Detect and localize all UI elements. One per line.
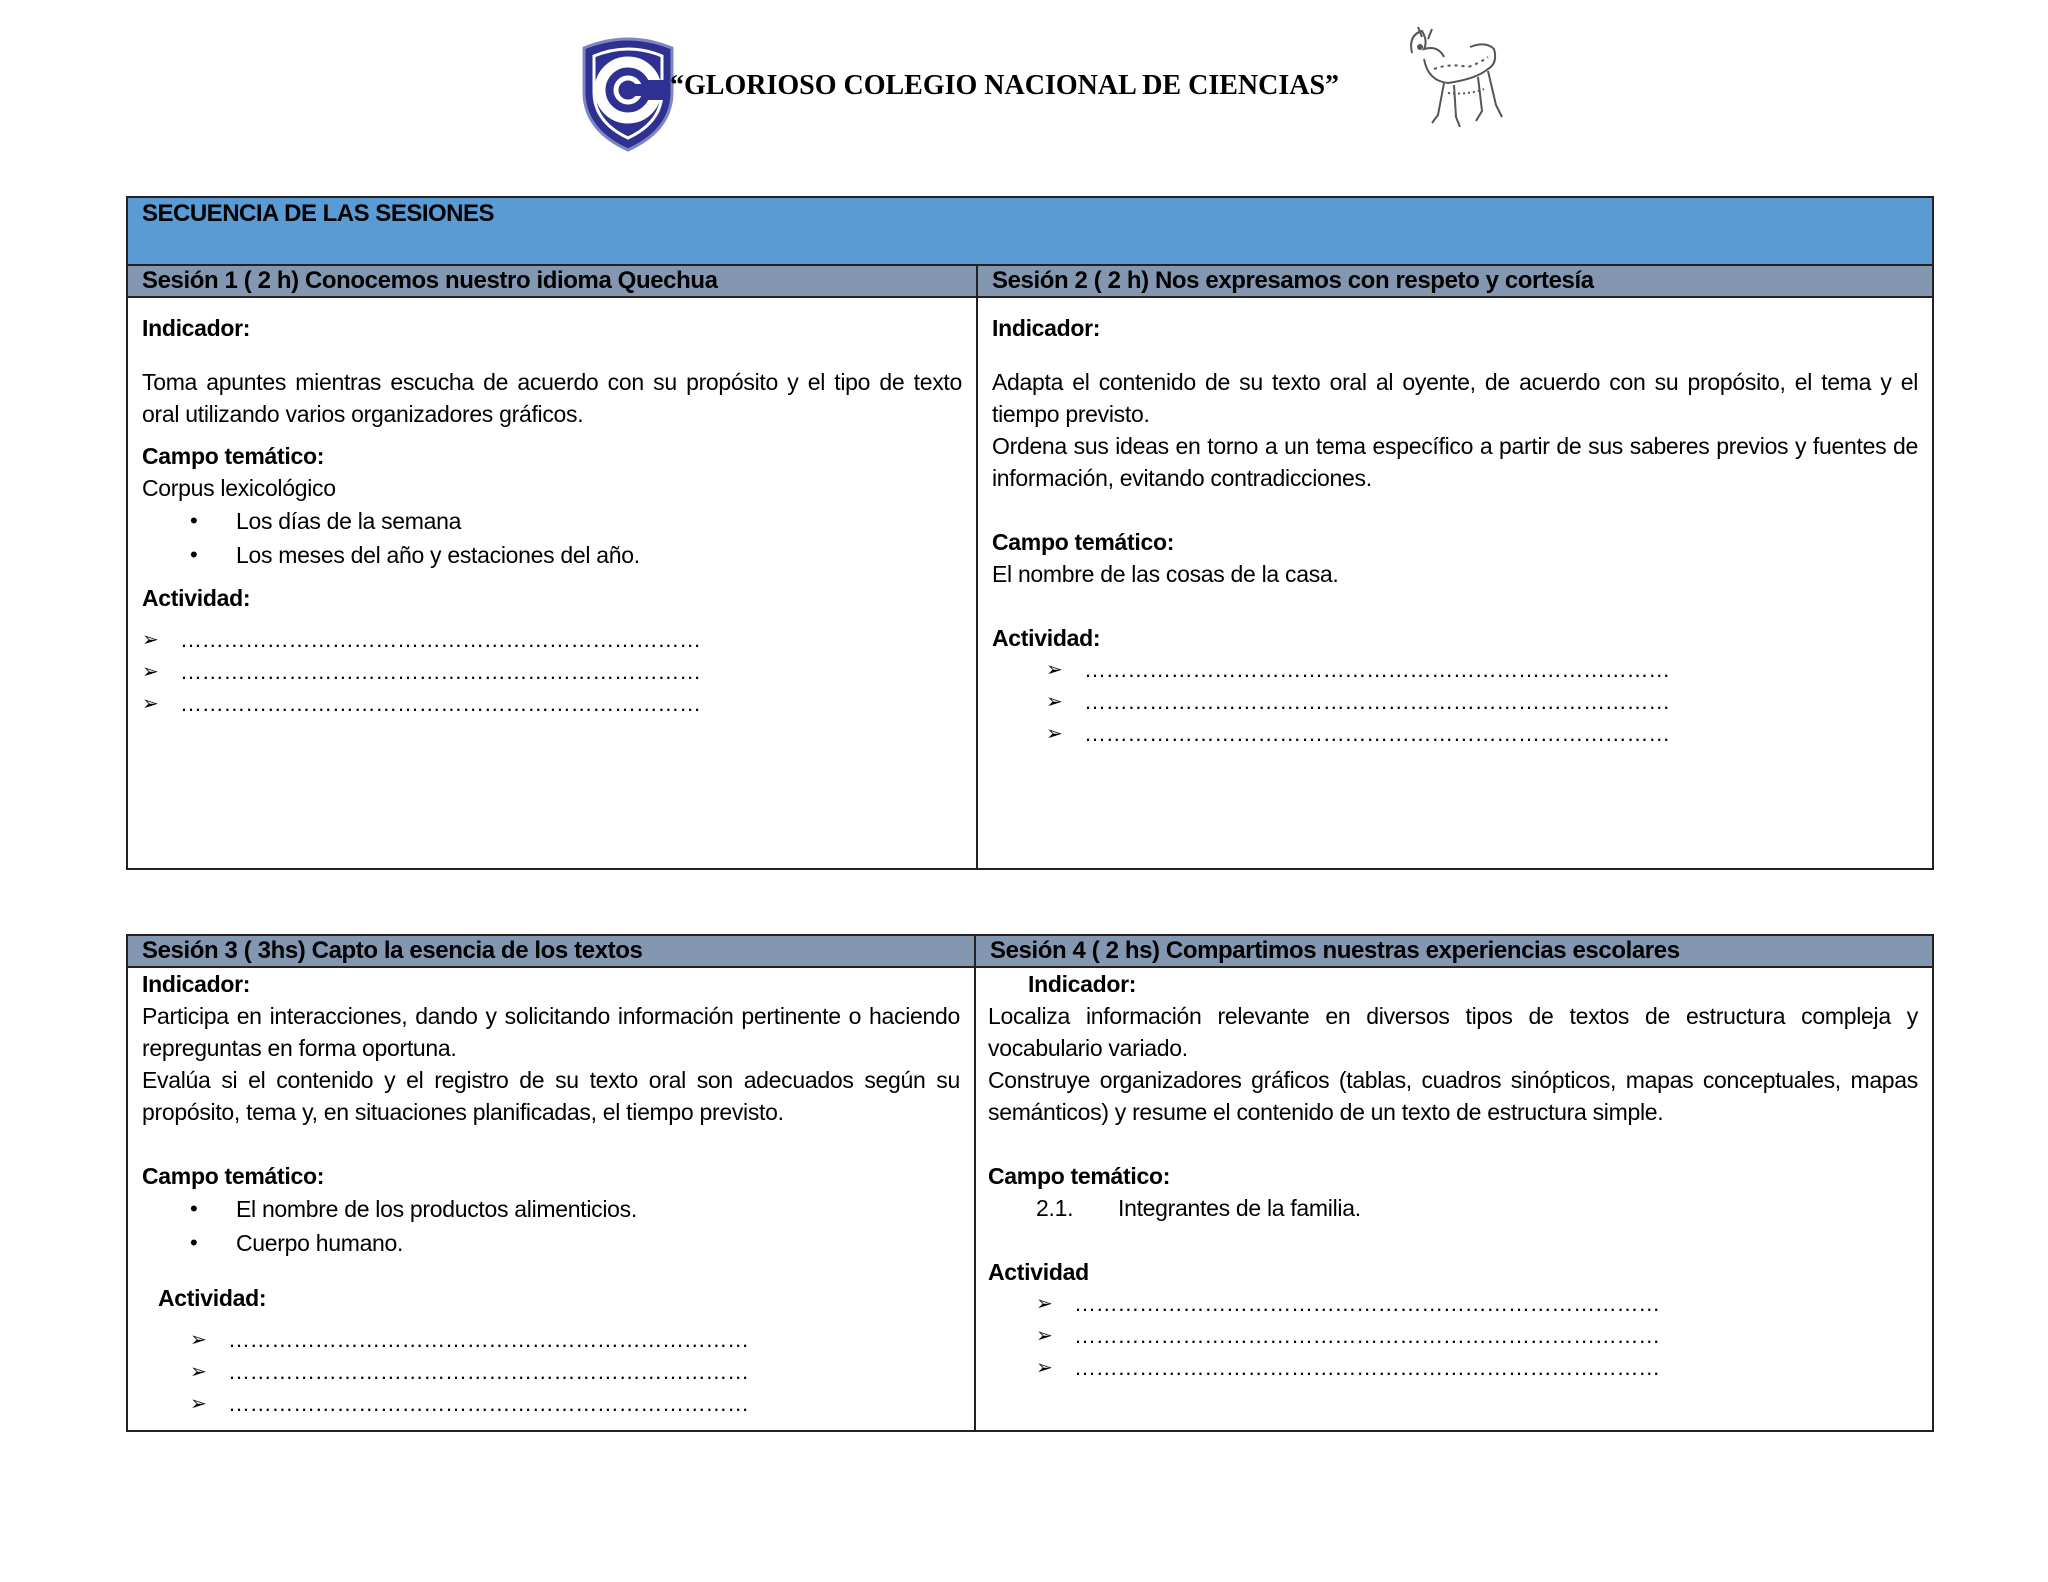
- session-4-indicator-2: Construye organizadores gráficos (tablas, cuadros sinópticos, mapas conceptuales, mapas semánticos) y resume el contenido de un texto de estructura simple.: [988, 1067, 1918, 1125]
- arrow-bullet-icon: ➢: [1046, 723, 1063, 745]
- page-header: [0, 20, 2048, 140]
- session-3-header: [127, 935, 975, 967]
- bullet-icon: •: [190, 542, 198, 567]
- session-1-activities: [142, 624, 962, 720]
- session-1-title: Sesión 1 ( 2 h) Conocemos nuestro idioma Quechua: [142, 267, 718, 294]
- session-2-title: Sesión 2 ( 2 h) Nos expresamos con respeto y cortesía: [992, 267, 1594, 294]
- sequence-banner: [127, 197, 1933, 265]
- arrow-bullet-icon: ➢: [1046, 691, 1063, 713]
- activity-line: ➢ ………………………………………………………………………: [1036, 1320, 1918, 1352]
- arrow-bullet-icon: ➢: [190, 1361, 207, 1383]
- activity-label: Actividad:: [158, 1285, 267, 1311]
- session-1-indicator: Toma apuntes mientras escucha de acuerdo con su propósito y el tipo de texto oral utilizando varios organizadores gráficos.: [142, 369, 962, 427]
- session-3-topics: [142, 1192, 960, 1260]
- sessions-table-2: [126, 934, 1934, 1432]
- session-1-campo-intro: Corpus lexicológico: [142, 475, 336, 501]
- campo-label: Campo temático:: [988, 1163, 1171, 1189]
- session-2-header: [977, 265, 1933, 297]
- arrow-bullet-icon: ➢: [142, 693, 159, 715]
- activity-line: ➢ ………………………………………………………………………: [1036, 1352, 1918, 1384]
- campo-label: Campo temático:: [992, 529, 1175, 555]
- session-3-indicator-2: Evalúa si el contenido y el registro de su texto oral son adecuados según su propósito, tema y, en situaciones planificadas, el tiempo previsto.: [142, 1067, 960, 1125]
- session-2-body: [977, 297, 1933, 869]
- activity-label: Actividad:: [992, 625, 1101, 651]
- campo-label: Campo temático:: [142, 1163, 325, 1189]
- session-4-header: [975, 935, 1933, 967]
- list-item: • Los días de la semana: [142, 504, 962, 538]
- activity-line: ➢ ………………………………………………………………: [142, 688, 962, 720]
- topic-text: Integrantes de la familia.: [1118, 1195, 1361, 1221]
- arrow-bullet-icon: ➢: [190, 1393, 207, 1415]
- sequence-title: SECUENCIA DE LAS SESIONES: [142, 200, 495, 227]
- session-2-indicator-2: Ordena sus ideas en torno a un tema específico a partir de sus saberes previos y fuentes de información, evitando contradicciones.: [992, 433, 1919, 491]
- topic-number: 2.1.: [1036, 1195, 1074, 1221]
- bullet-icon: •: [190, 1230, 198, 1255]
- activity-line: ➢ ………………………………………………………………: [142, 624, 962, 656]
- indicator-label: Indicador:: [992, 315, 1101, 341]
- arrow-bullet-icon: ➢: [1036, 1325, 1053, 1347]
- activity-line: ➢ ………………………………………………………………: [190, 1356, 960, 1388]
- arrow-bullet-icon: ➢: [1046, 659, 1063, 681]
- school-name: “GLORIOSO COLEGIO NACIONAL DE CIENCIAS”: [670, 70, 1340, 101]
- indicator-label: Indicador:: [142, 971, 251, 997]
- session-3-activities: [142, 1324, 960, 1420]
- session-2-campo-text: El nombre de las cosas de la casa.: [992, 561, 1339, 587]
- session-4-indicator-1: Localiza información relevante en diversos tipos de textos de estructura compleja y vocabulario variado.: [988, 1003, 1918, 1061]
- activity-line: ➢ ………………………………………………………………………: [1036, 1288, 1918, 1320]
- session-4-title: Sesión 4 ( 2 hs) Compartimos nuestras experiencias escolares: [990, 937, 1680, 964]
- session-3-indicator-1: Participa en interacciones, dando y solicitando información pertinente o haciendo repreguntas en forma oportuna.: [142, 1003, 960, 1061]
- activity-label: Actividad: [988, 1259, 1089, 1285]
- activity-line: ➢ ………………………………………………………………: [190, 1388, 960, 1420]
- campo-label: Campo temático:: [142, 443, 325, 469]
- session-1-body: [127, 297, 977, 869]
- sessions-table-1: [126, 196, 1934, 870]
- vicuna-emblem: [1398, 23, 1506, 135]
- session-4-body: [975, 967, 1933, 1431]
- arrow-bullet-icon: ➢: [142, 661, 159, 683]
- session-4-activities: [988, 1288, 1918, 1384]
- activity-line: ➢ ………………………………………………………………: [142, 656, 962, 688]
- arrow-bullet-icon: ➢: [1036, 1293, 1053, 1315]
- session-4-topic: [988, 1192, 1918, 1224]
- arrow-bullet-icon: ➢: [1036, 1357, 1053, 1379]
- session-1-header: [127, 265, 977, 297]
- list-item: • Cuerpo humano.: [142, 1226, 960, 1260]
- session-1-topics: [142, 504, 962, 572]
- activity-label: Actividad:: [142, 585, 251, 611]
- activity-line: ➢ ………………………………………………………………………: [1046, 718, 1918, 750]
- session-2-activities: [992, 654, 1918, 750]
- indicator-label: Indicador:: [1028, 971, 1137, 997]
- activity-line: ➢ ………………………………………………………………: [190, 1324, 960, 1356]
- session-2-indicator-1: Adapta el contenido de su texto oral al oyente, de acuerdo con su propósito, el tema y el tiempo previsto.: [992, 369, 1919, 427]
- activity-line: ➢ ………………………………………………………………………: [1046, 654, 1918, 686]
- session-3-body: [127, 967, 975, 1431]
- bullet-icon: •: [190, 1196, 198, 1221]
- session-3-title: Sesión 3 ( 3hs) Capto la esencia de los textos: [142, 937, 643, 964]
- arrow-bullet-icon: ➢: [190, 1329, 207, 1351]
- school-shield-logo: [578, 34, 678, 152]
- list-item: • El nombre de los productos alimenticios.: [142, 1192, 960, 1226]
- indicator-label: Indicador:: [142, 315, 251, 341]
- bullet-icon: •: [190, 508, 198, 533]
- arrow-bullet-icon: ➢: [142, 629, 159, 651]
- activity-line: ➢ ………………………………………………………………………: [1046, 686, 1918, 718]
- list-item: • Los meses del año y estaciones del año.: [142, 538, 962, 572]
